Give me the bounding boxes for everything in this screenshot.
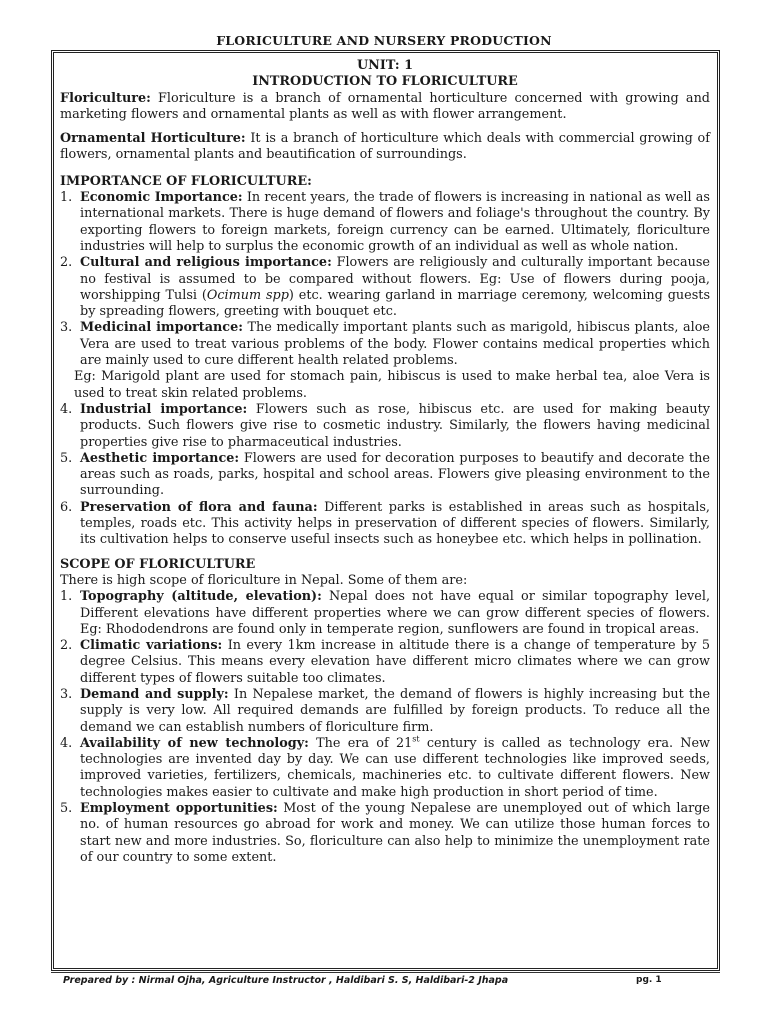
item-number: 4. [60, 401, 73, 417]
item-text: Nepal does not have equal or similar topography level, Different elevations have different properties where we can grow different species of flowers. Eg: Rhododendrons are found only in temperate region, sunflowers are found in tropical areas. [80, 589, 711, 637]
definition-text: Floriculture is a branch of ornamental horticulture concerned with growing and marketing flowers and ornamental plants as well as with flower arrangement. [60, 90, 710, 122]
list-item [60, 451, 710, 500]
footer-divider [51, 972, 720, 973]
list-item [60, 320, 710, 369]
definition-ornamental-horticulture [60, 131, 710, 164]
list-item [60, 255, 710, 320]
item-number: 5. [60, 801, 73, 817]
item-text: Flowers are religiously and culturally important because no festival is assumed to be compared without flowers. Eg: Use of flowers during pooja, worshipping Tulsi ( [80, 255, 710, 303]
unit-label: UNIT: 1 [357, 58, 413, 73]
item-text: Most of the young Nepalese are unemployed out of which large no. of human resources go abroad for work and money. We can utilize those human forces to start new and more industries. So, floriculture can also help to minimize the unemployment rate of our country to some extent. [80, 801, 710, 865]
item-text: In recent years, the trade of flowers is increasing in national as well as international markets. There is huge demand of flowers and foliage's throughout the country. By exporting flowers to foreign markets, foreign currency can be earned. Ultimately, floriculture industries will help to surplus the economic growth of an individual as well as whole nation. [80, 190, 710, 254]
item-text: In Nepalese market, the demand of flowers is highly increasing but the supply is very low. All required demands are fulfilled by foreign products. To reduce all the demand we can establish numbers of floriculture firm. [80, 686, 711, 735]
item-term: Industrial importance: [80, 401, 248, 417]
item-term: Climatic variations: [80, 638, 223, 654]
item-term: Topography (altitude, elevation): [80, 589, 322, 605]
item-text: In every 1km increase in altitude there is a change of temperature by 5 degree Celsius. This means every elevation have different micro climates where we can grow different types of flowers suitable too climates. [80, 638, 710, 686]
definition-term: Ornamental Horticulture: [60, 131, 246, 147]
definition-text: It is a branch of horticulture which deals with commercial growing of flowers, ornamental plants and beautification of surroundings. [60, 131, 710, 163]
item-number: 1. [60, 190, 73, 206]
item-term: Aesthetic importance: [80, 450, 240, 466]
item-term: Availability of new technology: [80, 735, 309, 751]
item-number: 4. [60, 735, 73, 751]
example-note: Eg: Marigold plant are used for stomach pain, hibiscus is used to make herbal tea, aloe Vera is used to treat skin related problems. [74, 369, 710, 401]
item-term: Medicinal importance: [80, 320, 243, 336]
list-item [60, 402, 710, 451]
chapter-title: INTRODUCTION TO FLORICULTURE [252, 74, 518, 90]
scope-list [60, 589, 710, 866]
item-number: 2. [60, 255, 73, 271]
item-number: 6. [60, 499, 73, 515]
list-item [60, 638, 710, 687]
scope-heading: SCOPE OF FLORICULTURE [60, 556, 256, 572]
item-number: 3. [60, 686, 73, 702]
item-text: ) etc. wearing garland in marriage ceremony, welcoming guests by spreading flowers, greeting with bouquet etc. [80, 287, 711, 320]
item-number: 1. [60, 589, 73, 605]
list-item [60, 736, 710, 801]
list-item [60, 190, 710, 255]
document-header: FLORICULTURE AND NURSERY PRODUCTION [216, 33, 552, 48]
list-item [60, 500, 710, 549]
definition-term: Floriculture: [60, 90, 151, 106]
page-number: pg. 1 [636, 975, 662, 985]
definition-floriculture [60, 91, 710, 124]
item-number: 3. [60, 320, 73, 336]
page-content [60, 58, 710, 958]
list-item [60, 687, 710, 736]
item-text: Different parks is established in areas such as hospitals, temples, roads etc. This activity helps in preservation of different species of flowers. Similarly, its cultivation helps to conserve useful insects such as honeybee etc. which helps in pollination. [80, 499, 710, 548]
importance-heading: IMPORTANCE OF FLORICULTURE: [60, 173, 312, 189]
item-term: Preservation of flora and fauna: [80, 499, 318, 515]
footer-credit: Prepared by : Nirmal Ojha, Agriculture Instructor , Haldibari S. S, Haldibari-2 Jhapa [63, 975, 509, 986]
scope-intro: There is high scope of floriculture in Nepal. Some of them are: [60, 572, 468, 588]
item-text: The era of 21 [308, 735, 413, 751]
importance-list-continued [60, 402, 710, 549]
list-item [60, 801, 710, 866]
scientific-name: Ocimum spp [206, 287, 289, 303]
item-term: Employment opportunities: [80, 801, 278, 817]
list-item [60, 589, 710, 638]
item-text: Flowers such as rose, hibiscus etc. are used for making beauty products. Such flowers give rise to cosmetic industry. Similarly, the flowers having medicinal properties give rise to pharmaceutical industries. [80, 401, 710, 450]
item-number: 5. [60, 450, 73, 466]
importance-list [60, 190, 710, 369]
item-text: The medically important plants such as marigold, hibiscus plants, aloe Vera are used to treat various problems of the body. Flower contains medical properties which are mainly used to cure different health related problems. [80, 320, 710, 369]
item-term: Economic Importance: [80, 190, 243, 206]
item-term: Demand and supply: [80, 686, 229, 702]
item-text: century is called as technology era. New technologies are invented day by day. We can use different technologies like improved seeds, improved varieties, fertilizers, chemicals, machineries etc. to cultivate different flowers. New technologies makes easier to cultivate and make high production in short period of time. [80, 735, 710, 800]
superscript: st [412, 734, 420, 744]
item-term: Cultural and religious importance: [80, 255, 332, 271]
item-number: 2. [60, 638, 73, 654]
item-text: Flowers are used for decoration purposes to beautify and decorate the areas such as roads, parks, hospital and school areas. Flowers give pleasing environment to the surrounding. [80, 450, 710, 499]
